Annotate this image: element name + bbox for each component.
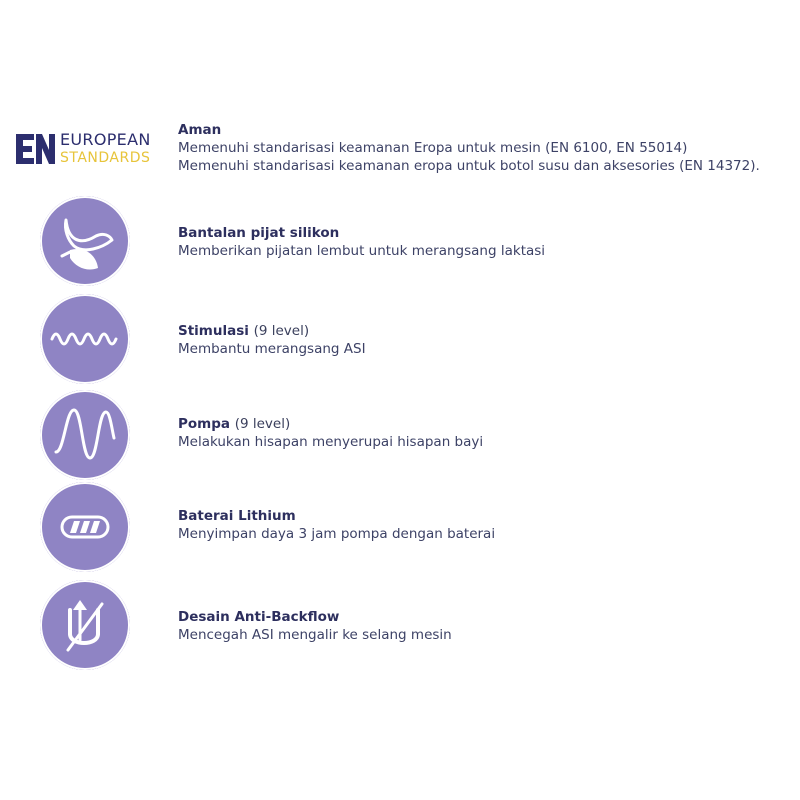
breast-massage-icon (40, 196, 130, 286)
feature-level: (9 level) (234, 416, 291, 432)
feature-antibackflow-text (178, 608, 798, 644)
feature-description-line: Menyimpan daya 3 jam pompa dengan baterai (178, 526, 496, 542)
feature-title: Baterai Lithium (178, 508, 296, 524)
feature-title: Desain Anti-Backflow (178, 609, 340, 625)
logo-text-european: EUROPEAN (60, 130, 151, 149)
en-logo-mark (14, 130, 56, 168)
feature-title (178, 322, 798, 340)
feature-title (178, 415, 798, 433)
feature-aman-text (178, 121, 798, 175)
feature-title-main: Pompa (178, 416, 231, 432)
feature-pompa-text (178, 415, 798, 451)
feature-description-line: Mencegah ASI mengalir ke selang mesin (178, 627, 452, 643)
feature-description-line: Membantu merangsang ASI (178, 341, 366, 357)
feature-description-line: Memberikan pijatan lembut untuk merangsang laktasi (178, 243, 546, 259)
feature-title: Bantalan pijat silikon (178, 225, 340, 241)
european-standards-logo (14, 128, 164, 170)
logo-text-standards: STANDARDS (60, 150, 151, 166)
pump-wave-icon (40, 390, 130, 480)
feature-description-line: Melakukan hisapan menyerupai hisapan bayi (178, 434, 484, 450)
stimulation-wave-icon (40, 294, 130, 384)
feature-description-line: Memenuhi standarisasi keamanan Eropa untuk mesin (EN 6100, EN 55014) (178, 140, 688, 156)
feature-level: (9 level) (253, 323, 310, 339)
feature-title: Aman (178, 122, 222, 138)
feature-stimulasi-text (178, 322, 798, 358)
feature-description-line: Memenuhi standarisasi keamanan eropa untuk botol susu dan aksesories (EN 14372). (178, 158, 760, 174)
anti-backflow-icon (40, 580, 130, 670)
feature-baterai-text (178, 507, 798, 543)
battery-icon (40, 482, 130, 572)
feature-bantalan-text (178, 224, 798, 260)
feature-title-main: Stimulasi (178, 323, 249, 339)
